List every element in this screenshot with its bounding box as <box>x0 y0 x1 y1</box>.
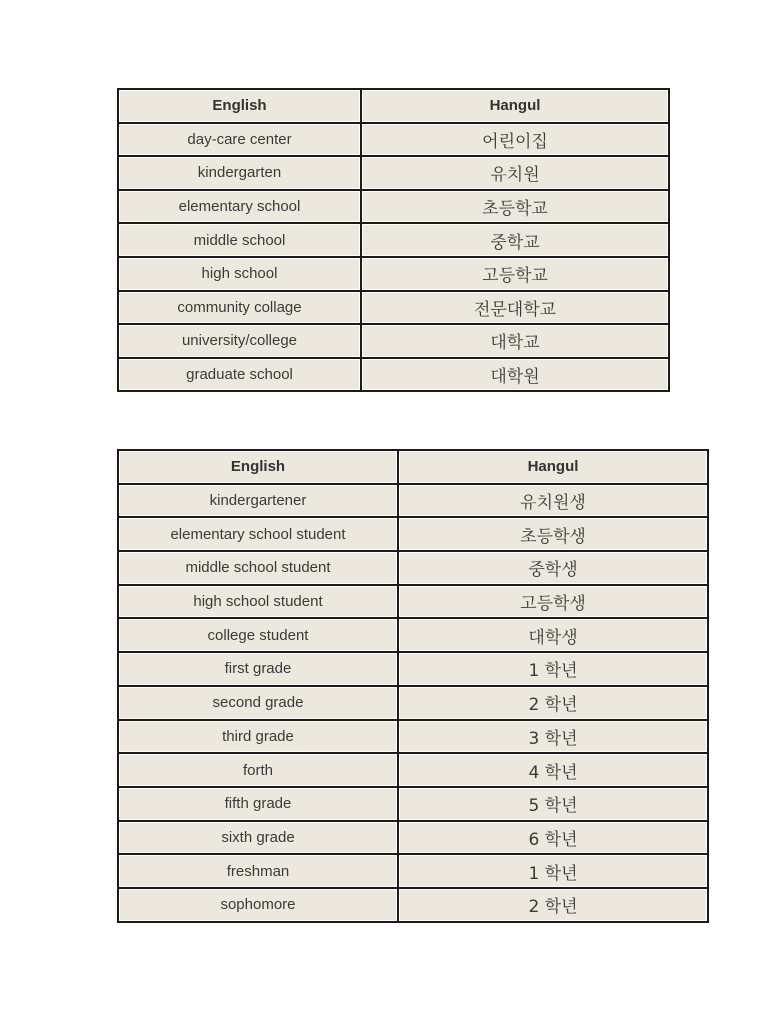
table-row <box>118 551 708 585</box>
hangul-cell: 3 학년 <box>398 720 708 754</box>
english-cell: university/college <box>118 324 361 358</box>
table-header-row <box>118 89 669 123</box>
english-cell: middle school <box>118 223 361 257</box>
english-cell: fifth grade <box>118 787 398 821</box>
english-cell: community collage <box>118 291 361 325</box>
table-row <box>118 753 708 787</box>
english-cell: freshman <box>118 854 398 888</box>
table-row <box>118 257 669 291</box>
hangul-cell: 6 학년 <box>398 821 708 855</box>
column-header-hangul: Hangul <box>398 450 708 484</box>
table-body <box>118 484 708 922</box>
hangul-cell: 고등학생 <box>398 585 708 619</box>
hangul-cell: 어린이집 <box>361 123 669 157</box>
hangul-cell: 중학생 <box>398 551 708 585</box>
table-header-row <box>118 450 708 484</box>
hangul-cell: 1 학년 <box>398 652 708 686</box>
english-cell: sophomore <box>118 888 398 922</box>
hangul-cell: 초등학생 <box>398 517 708 551</box>
table-row <box>118 854 708 888</box>
english-cell: graduate school <box>118 358 361 392</box>
column-header-english: English <box>118 89 361 123</box>
english-cell: sixth grade <box>118 821 398 855</box>
hangul-cell: 1 학년 <box>398 854 708 888</box>
hangul-cell: 고등학교 <box>361 257 669 291</box>
column-header-hangul: Hangul <box>361 89 669 123</box>
table-row <box>118 618 708 652</box>
table-row <box>118 291 669 325</box>
english-cell: day-care center <box>118 123 361 157</box>
english-cell: kindergarten <box>118 156 361 190</box>
hangul-cell: 2 학년 <box>398 888 708 922</box>
table-row <box>118 223 669 257</box>
hangul-cell: 5 학년 <box>398 787 708 821</box>
hangul-cell: 유치원 <box>361 156 669 190</box>
table-row <box>118 652 708 686</box>
english-cell: third grade <box>118 720 398 754</box>
school-types-table <box>117 88 670 392</box>
english-cell: first grade <box>118 652 398 686</box>
english-cell: elementary school <box>118 190 361 224</box>
english-cell: second grade <box>118 686 398 720</box>
table-row <box>118 821 708 855</box>
english-cell: high school <box>118 257 361 291</box>
table-row <box>118 358 669 392</box>
column-header-english: English <box>118 450 398 484</box>
table-row <box>118 123 669 157</box>
hangul-cell: 대학생 <box>398 618 708 652</box>
table-row <box>118 686 708 720</box>
hangul-cell: 중학교 <box>361 223 669 257</box>
english-cell: middle school student <box>118 551 398 585</box>
hangul-cell: 2 학년 <box>398 686 708 720</box>
english-cell: high school student <box>118 585 398 619</box>
table-row <box>118 888 708 922</box>
english-cell: college student <box>118 618 398 652</box>
table-body <box>118 123 669 392</box>
hangul-cell: 대학교 <box>361 324 669 358</box>
hangul-cell: 대학원 <box>361 358 669 392</box>
table-row <box>118 517 708 551</box>
table-row <box>118 190 669 224</box>
table-row <box>118 484 708 518</box>
english-cell: elementary school student <box>118 517 398 551</box>
table-row <box>118 787 708 821</box>
hangul-cell: 유치원생 <box>398 484 708 518</box>
table-row <box>118 324 669 358</box>
students-grades-table <box>117 449 709 923</box>
table-row <box>118 156 669 190</box>
table-row <box>118 585 708 619</box>
english-cell: kindergartener <box>118 484 398 518</box>
hangul-cell: 초등학교 <box>361 190 669 224</box>
english-cell: forth <box>118 753 398 787</box>
hangul-cell: 4 학년 <box>398 753 708 787</box>
table-row <box>118 720 708 754</box>
hangul-cell: 전문대학교 <box>361 291 669 325</box>
